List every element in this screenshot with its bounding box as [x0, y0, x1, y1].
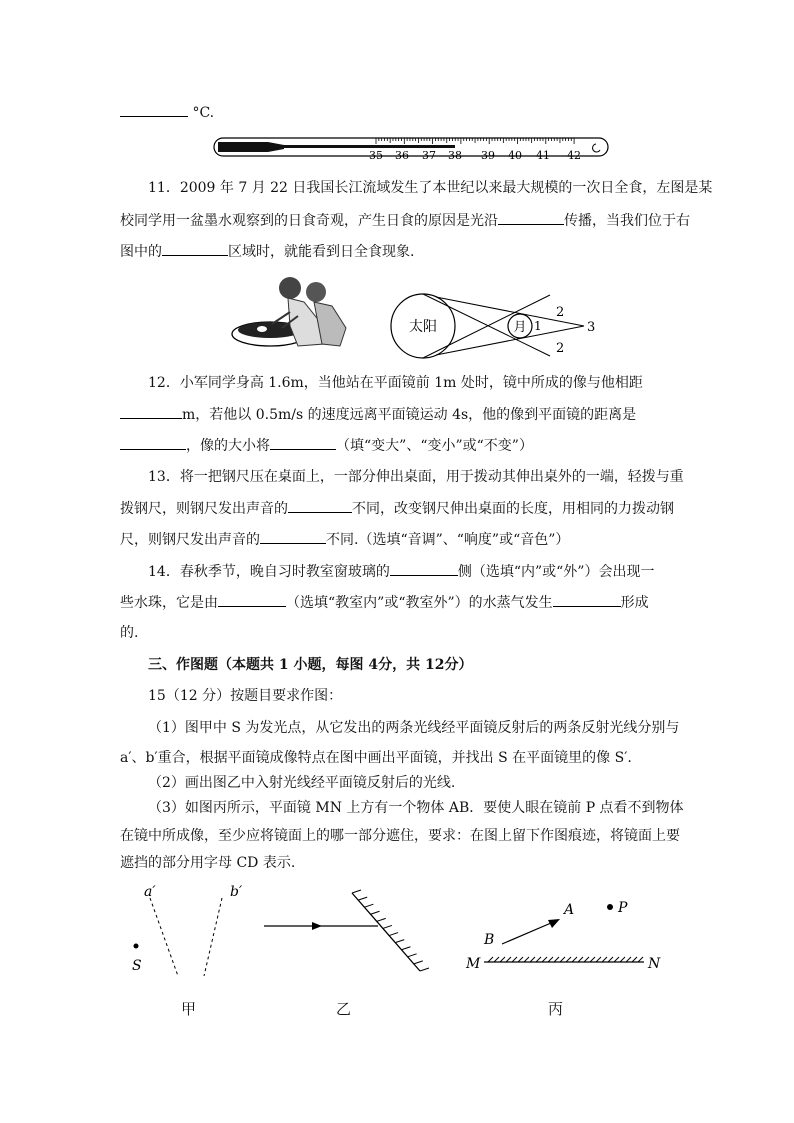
hatch-mark [512, 957, 517, 962]
tick-label: 35 [369, 149, 383, 162]
q13-text: 不同，改变钢尺伸出桌面的长度，用相同的力拨动钢 [352, 501, 674, 517]
q12-line2 [120, 404, 636, 425]
hatch-mark [590, 957, 595, 962]
tick-label: 40 [508, 149, 522, 162]
answer-blank [288, 498, 352, 513]
hatch-mark [364, 904, 373, 907]
q15-text: （1）图甲中 S 为发光点，从它发出的两条光线经平面镜反射后的两条反射光线分别与 [148, 720, 680, 736]
answer-blank [162, 241, 228, 256]
section-title: 三、作图题（本题共 1 小题，每图 4分，共 12分） [148, 657, 473, 673]
tick-label: 37 [422, 149, 436, 162]
q14-text: （选填“教室内”或“教室外”）的水蒸气发生 [286, 595, 553, 611]
answer-blank [120, 435, 186, 450]
hatch-mark [602, 957, 607, 962]
tick-label: 42 [567, 149, 581, 162]
label-m: M [466, 956, 481, 972]
hatch-mark [488, 957, 493, 962]
q14-text: 的. [120, 625, 139, 641]
q15-p2 [148, 773, 455, 793]
answer-line-temperature [120, 102, 214, 123]
answer-blank [218, 592, 286, 607]
hatch-mark [584, 957, 589, 962]
answer-blank [498, 210, 564, 225]
hatch-mark [524, 957, 529, 962]
hatch-mark [414, 961, 423, 964]
label-b: B [484, 932, 495, 948]
q14-line1 [148, 561, 654, 582]
hatch-mark [578, 957, 583, 962]
q13-line2 [120, 498, 674, 519]
hatch-mark [566, 957, 571, 962]
light-source-point [134, 944, 139, 949]
object-ab-arrow [502, 920, 558, 944]
hatch-mark [420, 968, 429, 971]
hatch-mark [500, 957, 505, 962]
caption-bing: 丙 [548, 1000, 564, 1018]
caption-jia: 甲 [181, 1000, 197, 1018]
label-b-prime: b′ [230, 884, 243, 900]
mercury-column [284, 145, 455, 148]
answer-blank [553, 592, 621, 607]
q15-p1-line1 [148, 718, 679, 738]
ray-arrowhead [312, 922, 322, 930]
eclipse-observation-illustration [228, 272, 358, 352]
q12-line3 [120, 435, 533, 456]
solar-eclipse-diagram [390, 288, 605, 360]
q11-text: 校同学用一盆墨水观察到的日食奇观，产生日食的原因是光沿 [120, 213, 498, 229]
hatch-mark [554, 957, 559, 962]
q12-text: （填“变大”、“变小”或“不变”） [336, 438, 533, 454]
q15-text: 遮挡的部分用字母 CD 表示. [120, 855, 296, 871]
q15-p3-line3 [120, 853, 295, 873]
label-p: P [618, 900, 628, 916]
plane-mirror [352, 893, 420, 971]
hatch-mark [614, 957, 619, 962]
q12-line1 [148, 373, 643, 393]
region-1-label: 1 [534, 319, 542, 333]
q15-head [148, 686, 342, 706]
hatch-mark [608, 957, 613, 962]
region-3-label: 3 [587, 320, 596, 335]
hatch-mark [395, 940, 404, 943]
q13-line3 [120, 529, 569, 550]
region-2-label: 2 [556, 341, 565, 356]
answer-blank [120, 102, 188, 117]
tick-label: 39 [481, 149, 495, 162]
thermometer-bulb [218, 142, 284, 152]
q13-text: 尺，则钢尺发出声音的 [120, 532, 260, 548]
q12-text: 12．小军同学身高 1.6m，当他站在平面镜前 1m 处时，镜中所成的像与他相距 [148, 375, 643, 391]
q15-text: 在镜中所成像，至少应将镜面上的哪一部分遮住，要求：在图上留下作图痕迹，将镜面上要 [120, 828, 680, 844]
q15-p3-line1 [148, 798, 684, 818]
figure-jia [120, 880, 260, 980]
q14-text: 些水珠，它是由 [120, 595, 218, 611]
label-a: A [564, 902, 575, 918]
q15-text: （3）如图丙所示，平面镜 MN 上方有一个物体 AB．要使人眼在镜前 P 点看不到物体 [148, 800, 684, 816]
tick-label: 41 [536, 149, 550, 162]
unit-label: °C. [192, 105, 215, 121]
q13-line1 [148, 467, 684, 487]
q11-line2 [120, 210, 690, 231]
q13-text: 13．将一把钢尺压在桌面上，一部分伸出桌面，用于拨动其伸出桌外的一端，轻拨与重 [148, 469, 684, 485]
hatch-mark [371, 911, 380, 914]
answer-blank [390, 561, 458, 576]
q11-line1 [148, 178, 712, 198]
figure-bing [460, 890, 670, 980]
q15-text: a′、b′重合，根据平面镜成像特点在图中画出平面镜，并找出 S 在平面镜里的像 S′. [120, 750, 632, 766]
q15-text: （2）画出图乙中入射光线经平面镜反射后的光线. [148, 775, 456, 791]
caption-yi: 乙 [336, 1000, 352, 1018]
hatch-mark [518, 957, 523, 962]
hatch-mark [638, 957, 643, 962]
mirror-hatching [488, 957, 643, 962]
q14-text: 14．春秋季节，晚自习时教室窗玻璃的 [148, 564, 390, 580]
hatch-mark [506, 957, 511, 962]
answer-blank [270, 435, 336, 450]
eye-point-p [607, 904, 613, 910]
hatch-mark [596, 957, 601, 962]
figure-yi [260, 885, 430, 980]
q14-text: 形成 [620, 595, 649, 611]
moon-label: 月 [513, 320, 527, 335]
hatch-mark [494, 957, 499, 962]
hatch-mark [536, 957, 541, 962]
label-s: S [132, 958, 142, 974]
q12-text: m，若他以 0.5m/s 的速度远离平面镜运动 4s，他的像到平面镜的距离是 [182, 407, 637, 423]
q11-text: 11．2009 年 7 月 22 日我国长江流域发生了本世纪以来最大规模的一次日全食，左图是某 [148, 180, 713, 196]
hatch-mark [620, 957, 625, 962]
hatch-mark [626, 957, 631, 962]
hatch-mark [389, 933, 398, 936]
label-n: N [648, 956, 661, 972]
sun-reflection [257, 326, 267, 332]
q15-p1-line2 [120, 748, 632, 768]
hatch-mark [383, 925, 392, 928]
tick-label: 36 [395, 149, 409, 162]
q15-text: 15（12 分）按题目要求作图： [148, 688, 343, 704]
section-heading [148, 655, 472, 675]
q15-p3-line2 [120, 826, 680, 846]
reflected-ray-a [150, 898, 178, 976]
hatch-mark [408, 954, 417, 957]
hatch-mark [560, 957, 565, 962]
q12-text: ，像的大小将 [186, 438, 270, 454]
hatch-mark [542, 957, 547, 962]
child-head [279, 277, 301, 299]
region-2-label: 2 [556, 305, 565, 320]
q14-text: 侧（选填“内”或“外”）会出现一 [457, 564, 655, 580]
hatch-mark [548, 957, 553, 962]
mirror-hatching [352, 890, 429, 971]
q14-line3 [120, 623, 138, 643]
hatch-mark [401, 947, 410, 950]
tick-label: 38 [448, 149, 462, 162]
q11-text: 传播，当我们位于右 [564, 213, 690, 229]
hatch-mark [352, 890, 361, 893]
hatch-mark [530, 957, 535, 962]
q14-line2 [120, 592, 649, 613]
hatch-mark [377, 918, 386, 921]
q11-text: 区域时，就能看到日全食现象. [228, 244, 415, 260]
hatch-mark [632, 957, 637, 962]
answer-blank [120, 404, 182, 419]
arrowhead-a [548, 919, 560, 928]
reflected-ray-b [204, 898, 222, 976]
child-head [306, 282, 326, 302]
q13-text: 不同.（选填“音调”、“响度”或“音色”） [326, 532, 570, 548]
hatch-mark [572, 957, 577, 962]
label-a-prime: a′ [144, 884, 156, 900]
answer-blank [260, 529, 326, 544]
thermometer-figure [212, 128, 612, 162]
hatch-mark [358, 897, 367, 900]
q11-line3 [120, 241, 414, 262]
q11-text: 图中的 [120, 244, 162, 260]
sun-label: 太阳 [409, 319, 437, 335]
q13-text: 拨钢尺，则钢尺发出声音的 [120, 501, 288, 517]
